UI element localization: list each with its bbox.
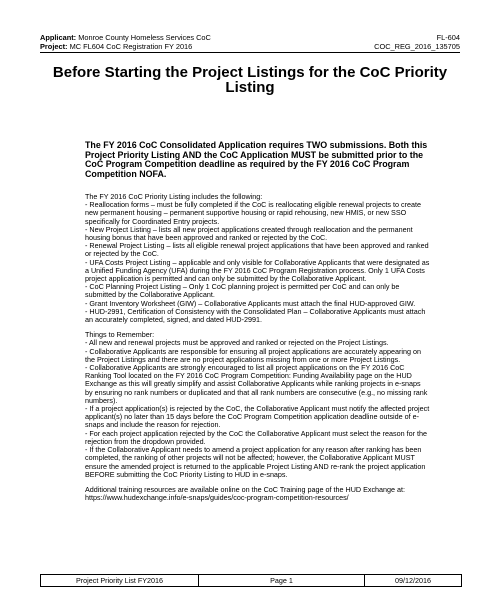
footer-date: 09/12/2016 — [395, 576, 431, 585]
footer-doc-name: Project Priority List FY2016 — [41, 575, 199, 586]
intro-line: - HUD-2991, Certification of Consistency with the Consolidated Plan – Collaborative Applicants must attach an accurately completed, signed, and dated HUD-2991. — [85, 306, 426, 325]
intro-line: - New Project Listing – lists all new project applications created through reallocation and the permanent housing bonus that have been approved and ranked or rejected by the CoC. — [85, 224, 413, 243]
header-applicant-row — [40, 33, 460, 42]
things-line: - All new and renewal projects must be approved and ranked or rejected on the Project Listings. — [85, 338, 389, 348]
intro-line: - CoC Planning Project Listing – Only 1 CoC planning project is permitted per CoC and can only be submitted by the Collaborative Applicant. — [85, 282, 400, 300]
things-line: - If a project application(s) is rejected by the CoC, the Collaborative Applicant must notify the affected project applicant(s) no later than 15 days before the CoC Program Competition application deadline outside of e-snaps and include the reason for rejection. — [85, 404, 430, 430]
resources-note: Additional training resources are available online on the CoC Training page of the HUD Exchange at: https://www.hudexchange.info/e-snaps/guides/coc-program-competition-resources/ — [85, 484, 406, 503]
things-line: - Collaborative Applicants are strongly encouraged to list all project applications on the FY 2016 CoC Ranking Tool located on the FY 2016 CoC Program Competition: Funding Availability page on the HUD Exchange as this will greatly simplify and assist Collaborative Applicants while ranking projects in e-snaps by ensuring no rank numbers or duplicated and that all rank numbers are consecutive (e.g., no missing rank numbers). — [85, 363, 428, 405]
instructions-body — [85, 193, 430, 502]
form-code: FL-604 — [436, 33, 460, 42]
footer-page-number: Page 1 — [199, 575, 365, 586]
page-footer — [40, 574, 462, 587]
intro-line: - UFA Costs Project Listing – applicable and only visible for Collaborative Applicants that were designated as a Unified Funding Agency (UFA) during the FY 2016 CoC Program Registration process. Only 1 UFA Costs project application is permitted and can only be submitted by the Collaborative Applicant. — [85, 257, 430, 284]
project-value: MC FL604 CoC Registration FY 2016 — [67, 42, 193, 51]
things-heading: Things to Remember: — [85, 330, 155, 340]
intro-line: - Reallocation forms – must be fully completed if the CoC is reallocating eligible renewal projects to create new permanent housing – permanent supportive housing or rapid rehousing, new HMIS, or new SSO specifically for Coordinated Entry projects. — [85, 200, 421, 226]
project-label: Project: — [40, 42, 68, 51]
intro-line: - Renewal Project Listing – lists all eligible renewal project applications that have been approved and ranked or rejected by the CoC. — [85, 241, 429, 259]
registration-id: COC_REG_2016_135705 — [374, 42, 460, 51]
page-title: Before Starting the Project Listings for the CoC Priority Listing — [52, 64, 448, 96]
applicant-label: Applicant: — [40, 33, 77, 42]
applicant-value: Monroe County Homeless Services CoC — [76, 33, 211, 42]
header-divider — [40, 52, 460, 53]
things-line: - If the Collaborative Applicant needs to amend a project application for any reason after ranking has been completed, the ranking of other projects will not be affected; however, the Collaborative Applicant MUST ensure the amended project is returned to the applicable Project Listing AND re-rank the project application BEFORE submitting the CoC Priority Listing to HUD in e-snaps. — [85, 445, 426, 479]
intro-line: - Grant Inventory Worksheet (GIW) – Collaborative Applicants must attach the final HUD-approved GIW. — [85, 298, 416, 308]
things-line: - Collaborative Applicants are responsible for ensuring all project applications are accurately appearing on the Project Listings and there are no project applications missing from one or more Project Listings. — [85, 346, 422, 364]
intro-line: The FY 2016 CoC Priority Listing includes the following: — [85, 192, 263, 201]
things-line: - For each project application rejected by the CoC the Collaborative Applicant must select the reason for the rejection from the dropdown provided. — [85, 428, 427, 446]
submission-notice: The FY 2016 CoC Consolidated Application requires TWO submissions. Both this Project Priority Listing AND the CoC Application MUST be submitted prior to the CoC Program Competition deadline as required by the FY 2016 CoC Program Competition NOFA. — [85, 140, 428, 179]
header-project-row — [40, 42, 460, 51]
